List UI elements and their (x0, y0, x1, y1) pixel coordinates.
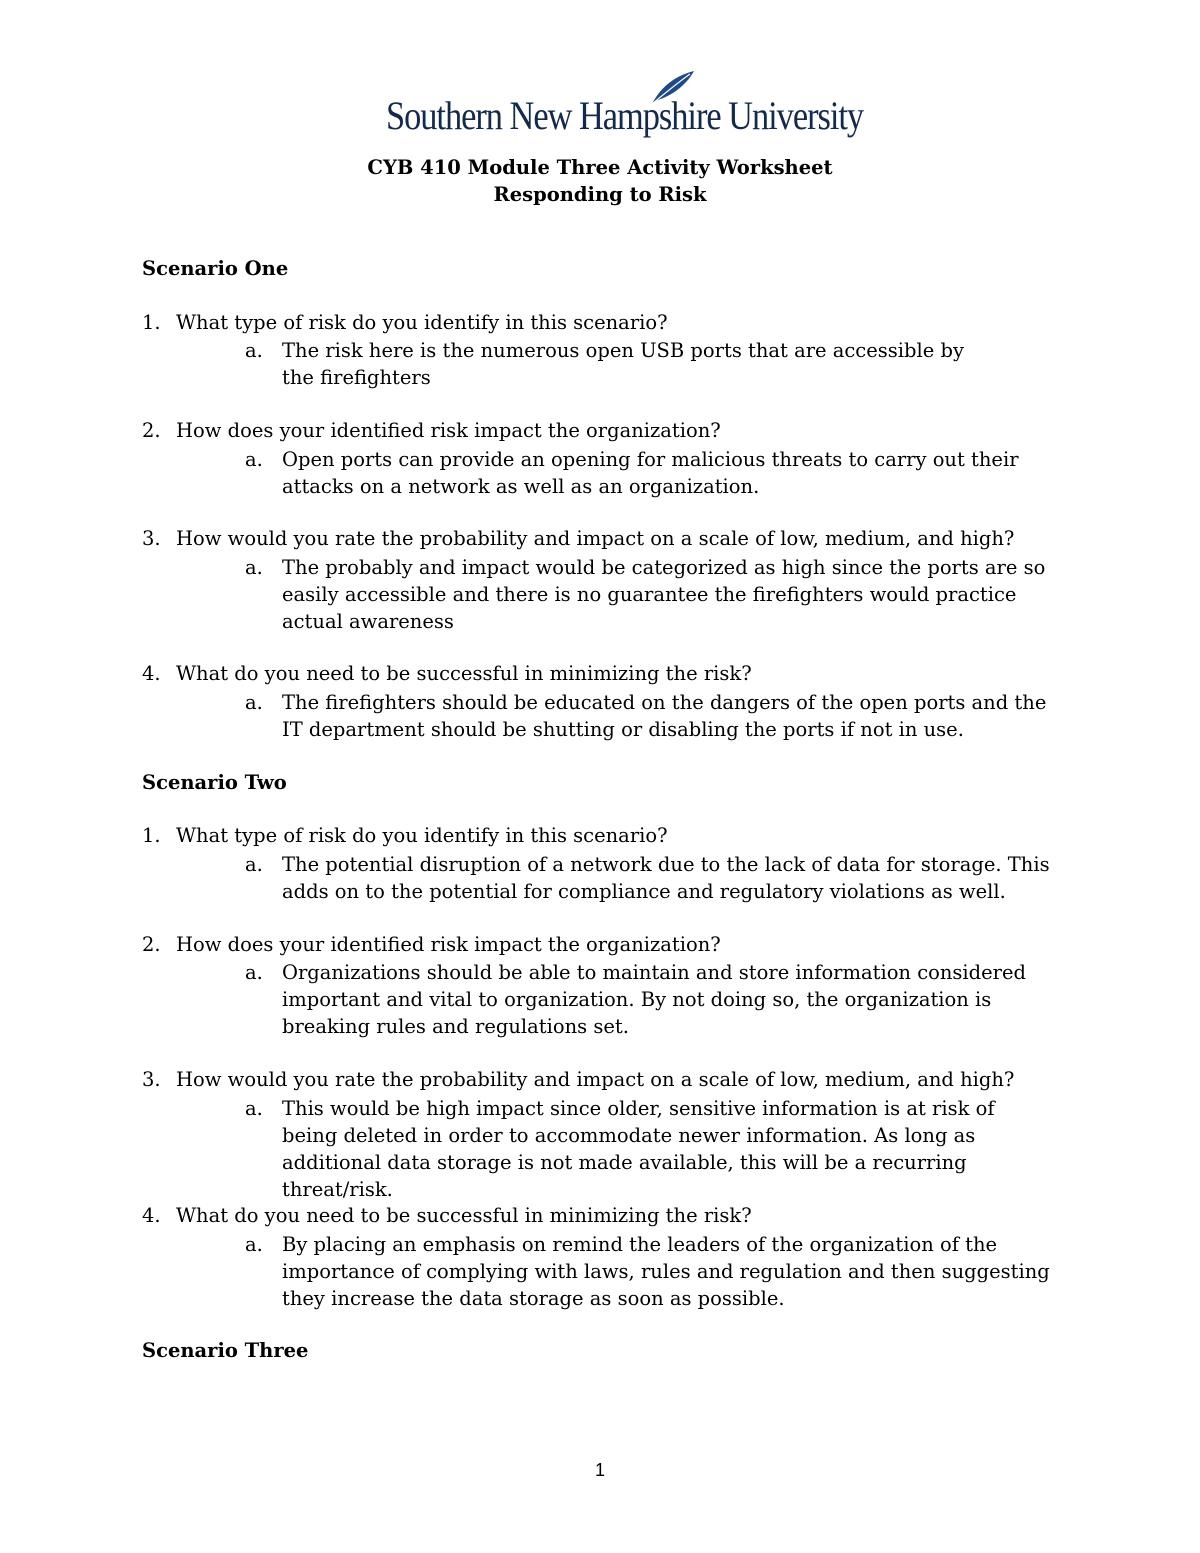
question-number: 3. (142, 1068, 161, 1091)
logo-wordmark: Southern New Hampshire University (386, 93, 864, 138)
question-number: 4. (142, 1204, 161, 1227)
answer (245, 446, 1075, 500)
answer (245, 851, 1075, 905)
answer (245, 1095, 1075, 1203)
answer (245, 554, 1075, 635)
answer-letter: a. (245, 556, 263, 579)
question (142, 311, 668, 334)
question (142, 1068, 1014, 1091)
document-subtitle: Responding to Risk (493, 183, 707, 206)
answer-letter: a. (245, 339, 263, 362)
answer-text: By placing an emphasis on remind the leaders of the organization of the importance of complying with laws, rules and regulation and then suggesting they increase the data storage as soon as possible. (282, 1233, 1050, 1310)
answer (245, 337, 1075, 391)
answer-letter: a. (245, 1233, 263, 1256)
scenario-one-heading: Scenario One (142, 257, 289, 280)
answer-letter: a. (245, 853, 263, 876)
answer-letter: a. (245, 961, 263, 984)
question-number: 3. (142, 527, 161, 550)
question (142, 662, 752, 685)
question-text: What type of risk do you identify in this scenario? (176, 824, 668, 847)
question (142, 1204, 752, 1227)
answer (245, 959, 1075, 1040)
answer-text: The potential disruption of a network due to the lack of data for storage. This adds on to the potential for compliance and regulatory violations as well. (282, 853, 1050, 903)
answer-letter: a. (245, 448, 263, 471)
answer-text: This would be high impact since older, sensitive information is at risk of being deleted in order to accommodate newer information. As long as additional data storage is not made available, this will be a recurring threat/risk. (282, 1097, 995, 1201)
document-title: CYB 410 Module Three Activity Worksheet (367, 156, 833, 179)
question-text: What do you need to be successful in minimizing the risk? (176, 1204, 752, 1227)
question-number: 2. (142, 933, 161, 956)
answer (245, 689, 1075, 743)
question-text: How does your identified risk impact the organization? (176, 933, 721, 956)
question (142, 933, 721, 956)
question-number: 1. (142, 824, 161, 847)
answer-text: Organizations should be able to maintain and store information considered important and vital to organization. By not doing so, the organization is breaking rules and regulations set. (282, 961, 1027, 1038)
question (142, 527, 1014, 550)
answer-text: The probably and impact would be categorized as high since the ports are so easily accessible and there is no guarantee the firefighters would practice actual awareness (282, 556, 1046, 633)
question-number: 2. (142, 419, 161, 442)
answer (245, 1231, 1075, 1312)
scenario-three-heading: Scenario Three (142, 1339, 309, 1362)
question-text: How would you rate the probability and impact on a scale of low, medium, and high? (176, 527, 1015, 550)
page-number: 1 (594, 1460, 605, 1480)
question-text: What type of risk do you identify in this scenario? (176, 311, 668, 334)
question-text: What do you need to be successful in minimizing the risk? (176, 662, 752, 685)
question-text: How does your identified risk impact the organization? (176, 419, 721, 442)
answer-text: Open ports can provide an opening for malicious threats to carry out their attacks on a network as well as an organization. (282, 448, 1019, 498)
scenario-two-heading: Scenario Two (142, 771, 287, 794)
university-logo (386, 70, 864, 140)
question (142, 419, 721, 442)
question-number: 1. (142, 311, 161, 334)
answer-letter: a. (245, 691, 263, 714)
answer-text: The firefighters should be educated on the dangers of the open ports and the IT department should be shutting or disabling the ports if not in use. (282, 691, 1047, 741)
question-number: 4. (142, 662, 161, 685)
question (142, 824, 668, 847)
answer-letter: a. (245, 1097, 263, 1120)
answer-text: The risk here is the numerous open USB ports that are accessible by the firefighters (282, 339, 964, 389)
question-text: How would you rate the probability and impact on a scale of low, medium, and high? (176, 1068, 1015, 1091)
